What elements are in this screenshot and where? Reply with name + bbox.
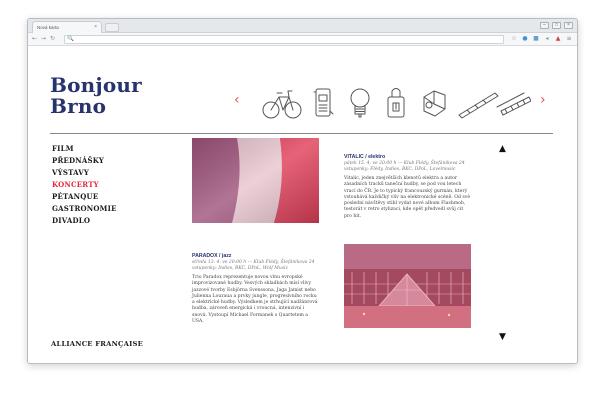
maximize-icon[interactable]: □ bbox=[552, 22, 561, 29]
minimize-icon[interactable]: – bbox=[540, 22, 549, 29]
tab-close-icon[interactable]: × bbox=[94, 24, 97, 30]
carousel-next-button[interactable]: › bbox=[540, 92, 546, 108]
flag-photo[interactable] bbox=[192, 138, 319, 223]
browser-window bbox=[27, 18, 578, 364]
menu-item-divadlo[interactable]: DIVADLO bbox=[52, 216, 91, 225]
forward-icon[interactable]: → bbox=[41, 35, 47, 42]
menu-item-vystavy[interactable]: VÝSTAVY bbox=[52, 168, 90, 177]
lightbulb-icon[interactable] bbox=[351, 89, 369, 117]
close-window-icon[interactable]: × bbox=[564, 22, 573, 29]
carousel-prev-button[interactable]: ‹ bbox=[234, 92, 240, 108]
browser-titlebar bbox=[28, 19, 577, 33]
alliance-francaise-link[interactable]: ALLIANCE FRANÇAISE bbox=[51, 340, 143, 348]
ruler-icon[interactable] bbox=[497, 93, 531, 115]
site-logo[interactable]: Bonjour Brno bbox=[50, 73, 142, 118]
menu-item-petanque[interactable]: PÉTANQUE bbox=[52, 192, 99, 201]
extension-icon[interactable]: ■ bbox=[533, 35, 539, 42]
scroll-down-button[interactable]: ▼ bbox=[499, 332, 506, 342]
header-divider bbox=[50, 133, 553, 134]
menu-item-film[interactable]: FILM bbox=[52, 144, 74, 153]
window-controls bbox=[540, 22, 573, 29]
reload-icon[interactable]: ↻ bbox=[50, 35, 56, 42]
article-meta-tickets: vstupenky: Indies, BKC, DPoL, Wolf Music bbox=[192, 266, 289, 271]
baguette-icon[interactable] bbox=[459, 93, 498, 118]
article-title[interactable]: PARADOX / jazz bbox=[192, 253, 232, 259]
article-paradox bbox=[192, 253, 320, 325]
scroll-up-button[interactable]: ▲ bbox=[499, 144, 506, 154]
article-meta-date: pátek 15. 4. ve 20:00 h — Klub Flédy, Štefánikova 24 bbox=[344, 161, 465, 166]
article-meta-tickets: vstupenky: Flédy, Indies, BKC, DPoL, Lovelmusic bbox=[344, 167, 456, 172]
menu-item-koncerty[interactable]: KONCERTY bbox=[52, 180, 99, 189]
extension-icon[interactable]: ● bbox=[522, 35, 528, 42]
article-title[interactable]: VITALIC / elektro bbox=[344, 154, 386, 160]
url-input[interactable] bbox=[64, 35, 504, 44]
phone-icon[interactable] bbox=[314, 89, 333, 116]
main-menu bbox=[52, 143, 117, 227]
toolbar-icons bbox=[510, 35, 573, 43]
louvre-photo[interactable] bbox=[344, 244, 471, 328]
extension-icon[interactable]: ◂ bbox=[545, 35, 549, 42]
extension-icon[interactable]: ▲ bbox=[555, 35, 561, 42]
article-vitalic bbox=[344, 154, 472, 220]
menu-item-prednasky[interactable]: PŘEDNÁŠKY bbox=[52, 156, 105, 165]
projector-icon[interactable] bbox=[424, 91, 445, 116]
bicycle-icon[interactable] bbox=[263, 91, 301, 118]
tab-title: Nová karta bbox=[37, 25, 59, 30]
browser-tab[interactable] bbox=[32, 21, 102, 33]
address-bar bbox=[28, 33, 577, 46]
web-page bbox=[28, 47, 577, 364]
article-body: Vitalic, jeden znejvětších klenotů elektra a autor zásadních tracků taneční hudby, se pod vou letech vrací do ČR. Je to typický francouzský gurmán, který vstoubává každičký vlív na elektronické scéně. Od své poslední návštěvy stihl vydat nové album Flashmob, testorát v retro stylizaci, kde opět předvedl svůj cit pro hit. bbox=[344, 176, 471, 219]
article-body: Trio Paradox reprezentuje novou vlnu evropské improvizované hudby. Vesvých skladbách mísí vlivy jazzové tvorby Esbjörna Svenssona, Jaga Jamist nebo Julienna Lourauа a prvky jungle, progresivního rocku a elektrické hudby. Výsledkem je strhující nadžánrová hudba, zároveň energická i vroucná, intenzivní i snová. Vystoupí Michael Formanek s Quartetem a USA. bbox=[192, 275, 318, 325]
object-carousel bbox=[234, 83, 550, 123]
menu-icon[interactable]: ≡ bbox=[566, 35, 572, 42]
menu-item-gastronomie[interactable]: GASTRONOMIE bbox=[52, 204, 117, 213]
back-icon[interactable]: ← bbox=[32, 35, 38, 42]
article-meta-date: středa 13. 4. ve 20:00 h — Klub Flédy, Štefánikova 24 bbox=[192, 260, 315, 265]
new-tab-button[interactable] bbox=[105, 23, 119, 32]
lock-icon[interactable] bbox=[388, 89, 404, 118]
star-icon[interactable]: ☆ bbox=[511, 35, 517, 42]
search-icon: 🔍 bbox=[67, 36, 74, 42]
carousel-objects bbox=[259, 83, 531, 123]
